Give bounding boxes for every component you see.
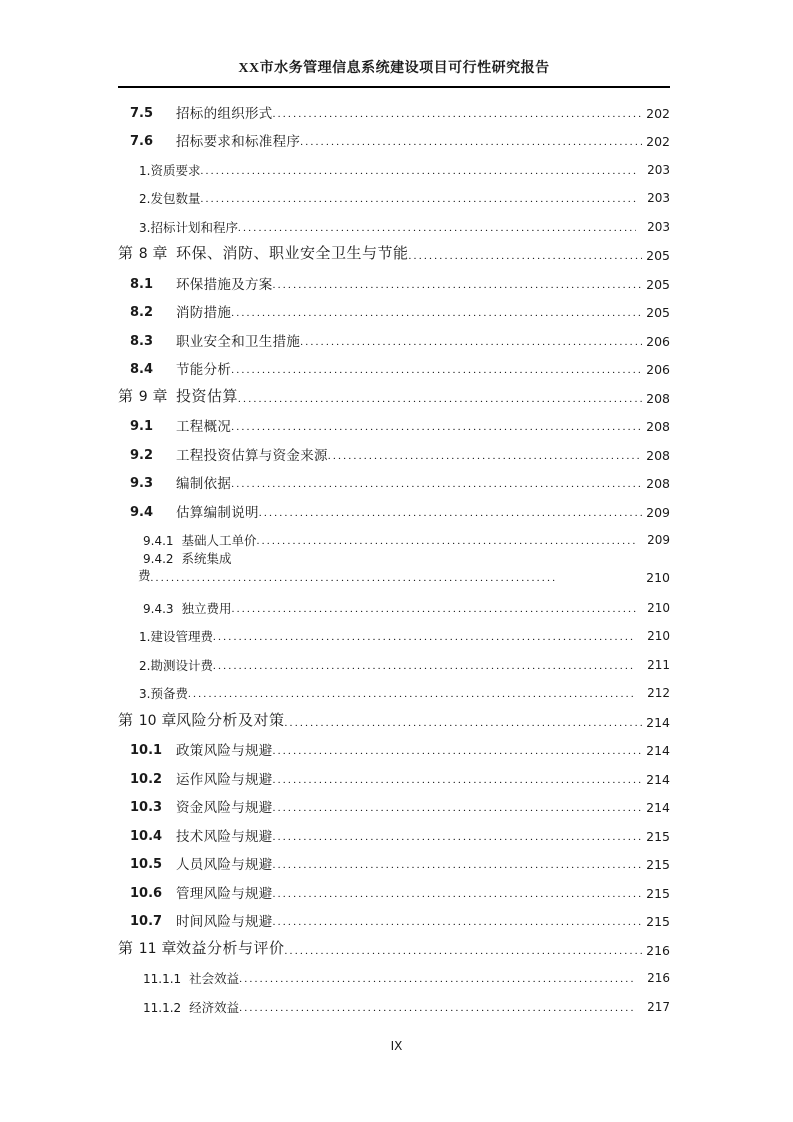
toc-page-number: 205: [646, 248, 670, 263]
toc-entry-number: 8.1: [130, 276, 154, 292]
toc-entry-number: 10.7: [130, 914, 163, 929]
toc-entry-title: 环保措施及方案: [176, 276, 273, 292]
toc-entry[interactable]: [118, 902, 670, 931]
toc-entry-title: 环保、消防、职业安全卫生与节能: [176, 246, 409, 262]
toc-page-number: 209: [646, 504, 670, 520]
toc-entry[interactable]: [118, 321, 670, 350]
dot-leader: [213, 657, 636, 674]
toc-entry-number: 8.4: [130, 362, 154, 377]
toc-page-number: 210: [647, 600, 670, 615]
toc-entry[interactable]: [118, 845, 670, 874]
toc-entry-number: 8.3: [130, 333, 154, 349]
toc-entry[interactable]: [118, 521, 670, 550]
toc-page-number: 210: [647, 629, 670, 643]
toc-entry[interactable]: [118, 150, 670, 179]
dot-leader: [239, 999, 636, 1016]
toc-entry-number: 9.4.3: [143, 601, 174, 616]
toc-page-number: 205: [646, 305, 670, 320]
toc-entry[interactable]: [118, 731, 670, 760]
toc-entry-number: 2.: [139, 658, 151, 673]
toc-entry-number: 10.1: [130, 743, 163, 758]
dot-leader: [409, 247, 642, 264]
toc-entry-title: 时间风险与规避: [176, 914, 273, 929]
toc-entry-title: 勘测设计费: [150, 658, 213, 673]
toc-entry-title: 运作风险与规避: [176, 771, 273, 787]
toc-entry-number: 8.2: [130, 305, 154, 320]
table-of-contents: [118, 93, 670, 1016]
toc-page-number: 215: [646, 828, 670, 844]
toc-entry-title: 基础人工单价: [181, 534, 257, 548]
toc-entry-number: 2.: [139, 192, 151, 206]
toc-entry-title: 资金风险与规避: [176, 800, 273, 815]
toc-page-number: 203: [647, 219, 670, 234]
toc-entry[interactable]: [118, 179, 670, 208]
toc-entry[interactable]: [118, 674, 670, 703]
page-footer: [0, 1039, 793, 1053]
toc-entry-number: 10.3: [130, 800, 163, 815]
dot-leader: [200, 190, 636, 207]
toc-entry-title: 发包数量: [150, 192, 201, 206]
toc-entry-title: 工程概况: [176, 419, 232, 434]
toc-entry-number: 9.2: [130, 447, 154, 463]
dot-leader: [232, 600, 636, 617]
toc-entry-title: 职业安全和卫生措施: [176, 333, 301, 349]
toc-page-number: 202: [646, 134, 670, 149]
toc-entry[interactable]: [118, 350, 670, 379]
toc-entry-title: 编制依据: [176, 476, 232, 491]
toc-page-number: 203: [647, 162, 670, 177]
toc-entry-title: 系统集成: [181, 551, 232, 566]
dot-leader: [200, 162, 636, 179]
toc-page-number: 209: [647, 533, 670, 547]
dot-leader: [231, 361, 642, 378]
toc-entry-number: 9.4.1: [143, 534, 174, 548]
toc-entry[interactable]: [118, 959, 670, 988]
toc-entry[interactable]: [118, 930, 670, 959]
toc-entry-number: 11.1.1: [143, 972, 182, 986]
dot-leader: [239, 970, 636, 987]
toc-entry-number: 11.1.2: [143, 1000, 182, 1015]
toc-page-number: 208: [646, 476, 670, 491]
toc-entry[interactable]: [118, 435, 670, 464]
toc-entry-title: 消防措施: [176, 305, 232, 320]
dot-leader: [188, 685, 636, 702]
toc-entry-number: 9.1: [130, 419, 154, 434]
dot-leader: [231, 475, 642, 492]
page-header: [118, 59, 670, 88]
toc-entry-title: 预备费: [150, 687, 188, 701]
toc-entry-title: 节能分析: [176, 362, 232, 377]
toc-entry-number: 10.4: [130, 828, 163, 844]
toc-entry-number: 3.: [139, 220, 151, 235]
dot-leader: [259, 504, 642, 521]
toc-page-number: 208: [646, 390, 670, 406]
dot-leader: [273, 913, 642, 930]
toc-entry[interactable]: [118, 236, 670, 265]
toc-entry-title: 人员风险与规避: [176, 857, 273, 872]
toc-entry-title: 管理风险与规避: [176, 885, 273, 901]
toc-page-number: 217: [647, 999, 670, 1014]
dot-leader: [231, 418, 642, 435]
toc-entry[interactable]: [118, 407, 670, 436]
toc-page-number: 215: [646, 914, 670, 929]
toc-entry-wrap-line: [118, 568, 670, 586]
dot-leader: [257, 532, 636, 549]
dot-leader: [231, 304, 642, 321]
toc-page-number: 210: [646, 569, 670, 585]
dot-leader: [328, 447, 642, 464]
toc-entry[interactable]: [118, 551, 670, 589]
toc-entry-title: 招标的组织形式: [176, 105, 273, 121]
toc-entry-wrap-text: 费: [138, 569, 151, 583]
dot-leader: [213, 628, 636, 645]
toc-entry[interactable]: [118, 264, 670, 293]
dot-leader: [300, 133, 642, 150]
toc-entry-number: 9.3: [130, 476, 154, 491]
toc-page-number: 214: [646, 743, 670, 758]
toc-page-number: 202: [646, 105, 670, 121]
toc-entry-number: 1.: [139, 630, 151, 644]
dot-leader: [273, 105, 642, 122]
toc-entry-title: 效益分析与评价: [176, 940, 285, 957]
toc-page-number: 206: [646, 333, 670, 349]
toc-entry[interactable]: [118, 816, 670, 845]
dot-leader: [273, 828, 642, 845]
toc-entry-number: 10.5: [130, 857, 163, 872]
dot-leader: [273, 885, 642, 902]
toc-entry[interactable]: [118, 293, 670, 322]
toc-entry[interactable]: [118, 617, 670, 646]
toc-entry[interactable]: [118, 122, 670, 151]
toc-page-number: 208: [646, 419, 670, 434]
dot-leader: [300, 333, 642, 350]
toc-entry-number: 第 9 章: [118, 388, 169, 405]
toc-page-number: 203: [647, 191, 670, 205]
toc-entry-number: 10.2: [130, 771, 163, 787]
toc-entry-title: 经济效益: [189, 1000, 240, 1015]
toc-entry-title: 投资估算: [176, 388, 239, 405]
toc-entry[interactable]: [118, 788, 670, 817]
toc-entry-number: 3.: [139, 687, 151, 701]
toc-page-number: 211: [647, 657, 670, 672]
toc-entry[interactable]: [118, 759, 670, 788]
dot-leader: [151, 570, 557, 586]
toc-entry[interactable]: [118, 702, 670, 731]
toc-page-number: 214: [646, 714, 670, 730]
dot-leader: [273, 771, 642, 788]
toc-entry[interactable]: [118, 492, 670, 521]
dot-leader: [273, 276, 642, 293]
toc-entry-title: 技术风险与规避: [176, 828, 273, 844]
toc-entry-title: 估算编制说明: [176, 504, 259, 520]
toc-entry-number: 9.4.2: [143, 551, 174, 566]
dot-leader: [238, 219, 636, 236]
dot-leader: [285, 714, 642, 731]
toc-entry[interactable]: [118, 378, 670, 407]
toc-entry-title: 政策风险与规避: [176, 743, 273, 758]
toc-entry-number: 1.: [139, 163, 151, 178]
toc-entry-number: 7.5: [130, 105, 154, 121]
toc-entry-title: 风险分析及对策: [176, 712, 285, 729]
toc-entry[interactable]: [118, 464, 670, 493]
toc-entry-title: 社会效益: [189, 972, 240, 986]
toc-entry[interactable]: [118, 645, 670, 674]
toc-entry[interactable]: [118, 873, 670, 902]
toc-page-number: 215: [646, 857, 670, 872]
page-number: IX: [390, 1039, 403, 1053]
toc-entry-number: 9.4: [130, 504, 154, 520]
header-title: XX市水务管理信息系统建设项目可行性研究报告: [238, 61, 550, 76]
dot-leader: [273, 856, 642, 873]
toc-entry[interactable]: [118, 588, 670, 617]
toc-page-number: 208: [646, 447, 670, 463]
toc-page-number: 214: [646, 771, 670, 787]
toc-entry-number: 10.6: [130, 885, 163, 901]
dot-leader: [273, 799, 642, 816]
toc-entry-title: 独立费用: [181, 601, 232, 616]
toc-page-number: 212: [647, 686, 670, 700]
toc-entry-title: 建设管理费: [150, 630, 213, 644]
toc-entry-title: 招标计划和程序: [150, 220, 238, 235]
dot-leader: [285, 942, 642, 959]
toc-entry-title: 工程投资估算与资金来源: [176, 447, 328, 463]
toc-entry[interactable]: [118, 93, 670, 122]
dot-leader: [238, 390, 642, 407]
toc-entry-title: 资质要求: [150, 163, 201, 178]
toc-page-number: 216: [647, 971, 670, 985]
toc-entry[interactable]: [118, 207, 670, 236]
toc-entry-number: 7.6: [130, 134, 154, 149]
toc-entry-number: 第 11 章: [118, 940, 178, 957]
toc-page-number: 205: [646, 276, 670, 292]
toc-entry-title: 招标要求和标准程序: [176, 134, 301, 149]
toc-page-number: 206: [646, 362, 670, 377]
toc-entry-number: 第 10 章: [118, 712, 178, 729]
dot-leader: [273, 742, 642, 759]
toc-page-number: 216: [646, 942, 670, 958]
toc-entry[interactable]: [118, 987, 670, 1016]
toc-page-number: 215: [646, 885, 670, 901]
toc-entry-number: 第 8 章: [118, 246, 169, 262]
toc-entry-first-line: [118, 551, 670, 569]
toc-page-number: 214: [646, 800, 670, 815]
